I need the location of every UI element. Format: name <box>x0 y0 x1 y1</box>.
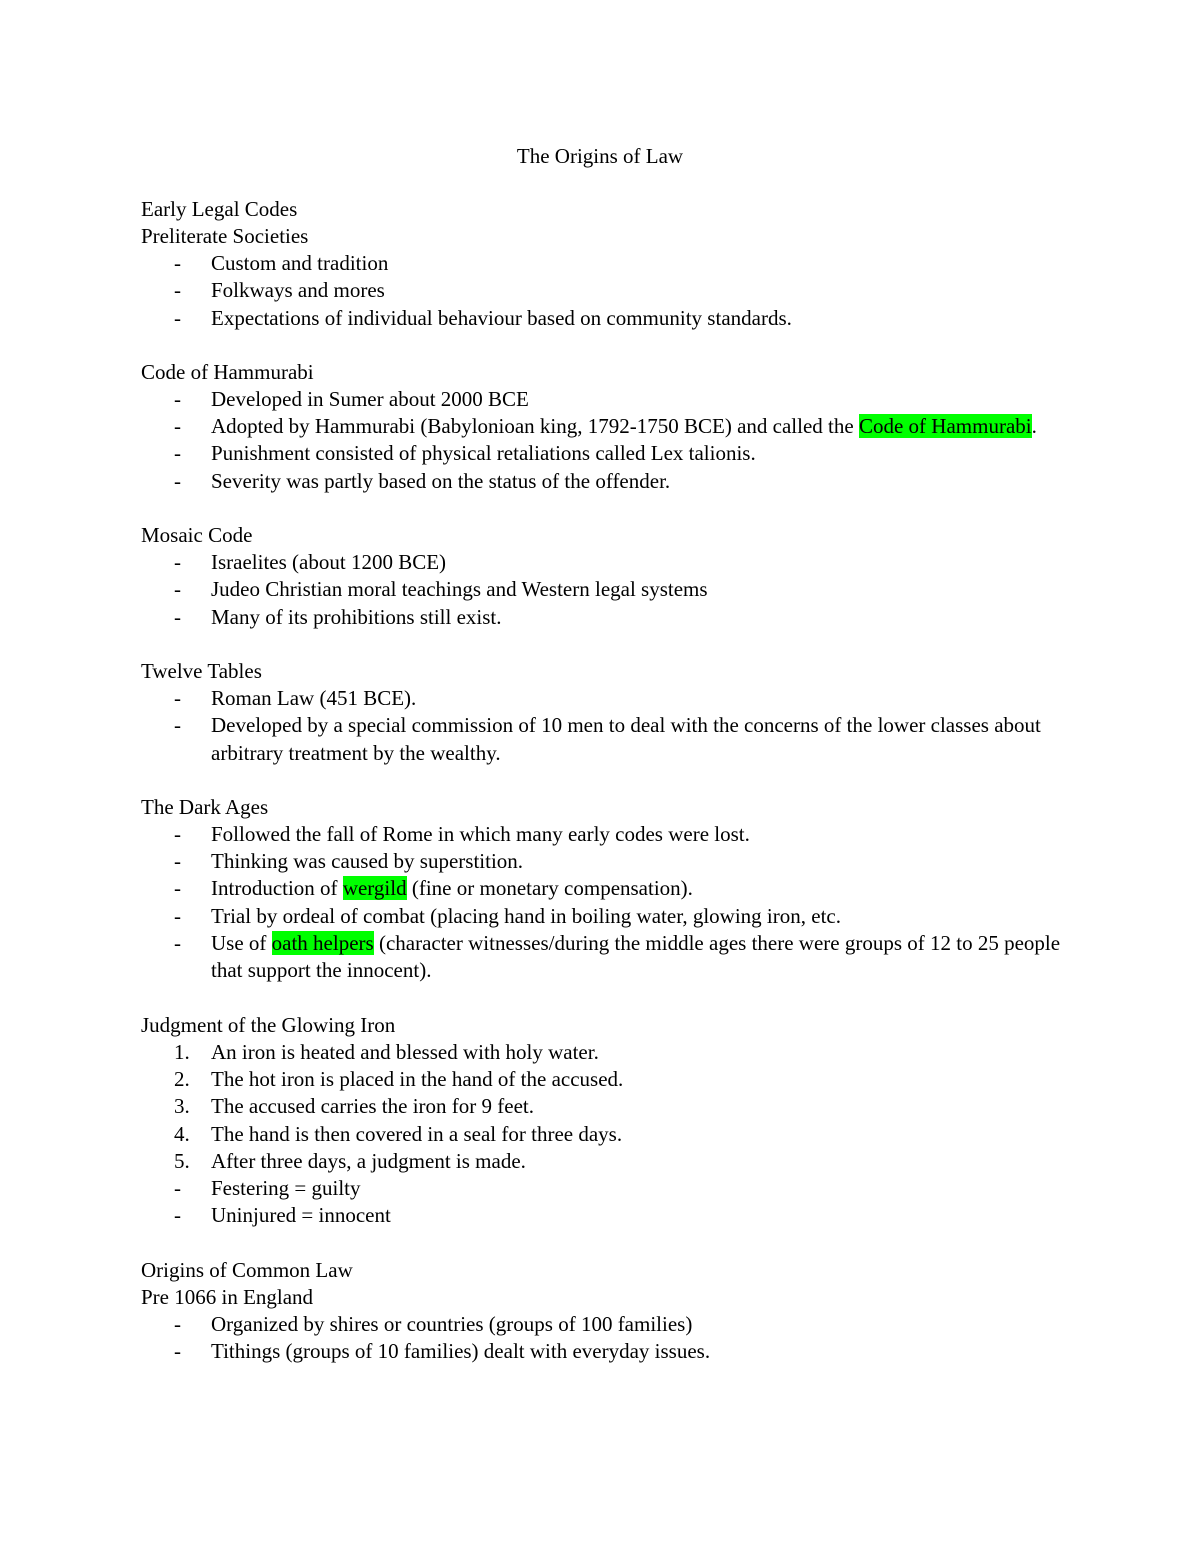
list-item <box>141 875 1061 902</box>
list-item <box>141 468 1061 495</box>
section <box>141 658 1061 767</box>
list-item-text: The accused carries the iron for 9 feet. <box>211 1094 534 1119</box>
list-item-text: Israelites (about 1200 BCE) <box>211 550 447 575</box>
list-item <box>141 1039 1061 1066</box>
list-item <box>141 821 1061 848</box>
bullet-list <box>141 250 1061 332</box>
list-marker: - <box>174 1203 181 1228</box>
list-item-text: After three days, a judgment is made. <box>211 1148 526 1173</box>
list-item-text: The hot iron is placed in the hand of the accused. <box>211 1066 624 1091</box>
highlighted-term: oath helpers <box>271 931 374 956</box>
bullet-list <box>141 549 1061 631</box>
list-item <box>141 1202 1061 1229</box>
list-marker: - <box>174 1339 181 1364</box>
section <box>141 359 1061 495</box>
section-heading: Origins of Common Law <box>141 1257 353 1282</box>
list-marker: - <box>174 713 181 738</box>
list-marker: - <box>174 386 181 411</box>
bullet-list <box>141 821 1061 985</box>
list-marker: - <box>174 685 181 710</box>
list-item <box>141 848 1061 875</box>
list-item <box>141 604 1061 631</box>
list-item <box>141 250 1061 277</box>
list-item <box>141 1148 1061 1175</box>
list-item <box>141 712 1061 767</box>
list-marker: - <box>174 1311 181 1336</box>
section-heading: Judgment of the Glowing Iron <box>141 1012 396 1037</box>
section-heading: The Dark Ages <box>141 794 269 819</box>
list-marker: - <box>174 821 181 846</box>
list-item <box>141 1338 1061 1365</box>
list-item-text: An iron is heated and blessed with holy water. <box>211 1039 599 1064</box>
section-heading: Twelve Tables <box>141 658 262 683</box>
list-item-text: Followed the fall of Rome in which many early codes were lost. <box>211 821 750 846</box>
list-item <box>141 386 1061 413</box>
list-marker: 2. <box>174 1066 190 1091</box>
list-item-text: Uninjured = innocent <box>211 1203 391 1228</box>
document-body <box>141 196 1061 1392</box>
highlighted-term: Code of Hammurabi <box>858 414 1032 439</box>
list-marker: - <box>174 903 181 928</box>
list-item <box>141 1066 1061 1093</box>
list-item <box>141 1093 1061 1120</box>
section <box>141 1257 1061 1366</box>
list-item-text: Organized by shires or countries (groups of 100 families) <box>211 1311 693 1336</box>
list-marker: - <box>174 550 181 575</box>
list-marker: - <box>174 278 181 303</box>
list-item <box>141 549 1061 576</box>
bullet-list <box>141 1311 1061 1366</box>
list-item-text: Use of <box>211 931 272 956</box>
list-item-text: . <box>1031 414 1037 439</box>
list-item <box>141 413 1061 440</box>
list-item-text: Thinking was caused by superstition. <box>211 849 524 874</box>
bullet-list <box>141 685 1061 767</box>
list-marker: 4. <box>174 1121 190 1146</box>
section <box>141 794 1061 985</box>
list-item <box>141 903 1061 930</box>
list-marker: - <box>174 577 181 602</box>
section-subheading: Preliterate Societies <box>141 224 309 248</box>
section <box>141 522 1061 631</box>
list-marker: - <box>174 849 181 874</box>
list-item <box>141 1121 1061 1148</box>
section <box>141 196 1061 332</box>
list-item-text: Tithings (groups of 10 families) dealt with everyday issues. <box>211 1339 711 1364</box>
list-item <box>141 1311 1061 1338</box>
list-item-text: Many of its prohibitions still exist. <box>211 604 502 629</box>
list-marker: - <box>174 305 181 330</box>
list-marker: - <box>174 468 181 493</box>
list-item-text: Introduction of <box>211 876 343 901</box>
section-heading: Mosaic Code <box>141 523 253 548</box>
list-item-text: Festering = guilty <box>211 1176 361 1201</box>
list-item-text: Custom and tradition <box>211 251 389 275</box>
list-item <box>141 930 1061 985</box>
list-item <box>141 440 1061 467</box>
list-marker: 3. <box>174 1094 190 1119</box>
bullet-list <box>141 386 1061 495</box>
list-item-text: Developed in Sumer about 2000 BCE <box>211 386 529 411</box>
list-item-text: Expectations of individual behaviour based on community standards. <box>211 305 792 330</box>
list-item-text: Judeo Christian moral teachings and Western legal systems <box>211 577 708 602</box>
list-item <box>141 277 1061 304</box>
list-item <box>141 305 1061 332</box>
list-marker: - <box>174 931 181 956</box>
list-item-text: Developed by a special commission of 10 men to deal with the concerns of the lower classes about arbitrary treatment by the wealthy. <box>211 713 1041 765</box>
list-marker: - <box>174 604 181 629</box>
list-item <box>141 1175 1061 1202</box>
list-marker: - <box>174 414 181 439</box>
list-item <box>141 685 1061 712</box>
list-marker: - <box>174 1176 181 1201</box>
page-title: The Origins of Law <box>516 144 684 168</box>
list-marker: - <box>174 876 181 901</box>
list-item-text: (fine or monetary compensation). <box>406 876 693 901</box>
list-item-text: Roman Law (451 BCE). <box>211 685 417 710</box>
list-item-text: Adopted by Hammurabi (Babylonioan king, 1792-1750 BCE) and called the <box>211 414 859 439</box>
section-heading: Early Legal Codes <box>141 197 298 221</box>
list-marker: 1. <box>174 1039 190 1064</box>
list-item-text: Severity was partly based on the status of the offender. <box>211 468 671 493</box>
list-item-text: Punishment consisted of physical retaliations called Lex talionis. <box>211 441 756 466</box>
list-marker: - <box>174 441 181 466</box>
list-item-text: Trial by ordeal of combat (placing hand in boiling water, glowing iron, etc. <box>211 903 841 928</box>
list-item-text: Folkways and mores <box>211 278 385 303</box>
list-item <box>141 576 1061 603</box>
list-marker: 5. <box>174 1148 190 1173</box>
section <box>141 1012 1061 1230</box>
bullet-list <box>141 1039 1061 1230</box>
list-item-text: The hand is then covered in a seal for three days. <box>211 1121 623 1146</box>
list-marker: - <box>174 251 181 275</box>
section-heading: Code of Hammurabi <box>141 359 314 384</box>
section-subheading: Pre 1066 in England <box>141 1284 314 1309</box>
highlighted-term: wergild <box>342 876 407 901</box>
list-item-text: (character witnesses/during the middle ages there were groups of 12 to 25 people that support the innocent). <box>211 931 1061 983</box>
